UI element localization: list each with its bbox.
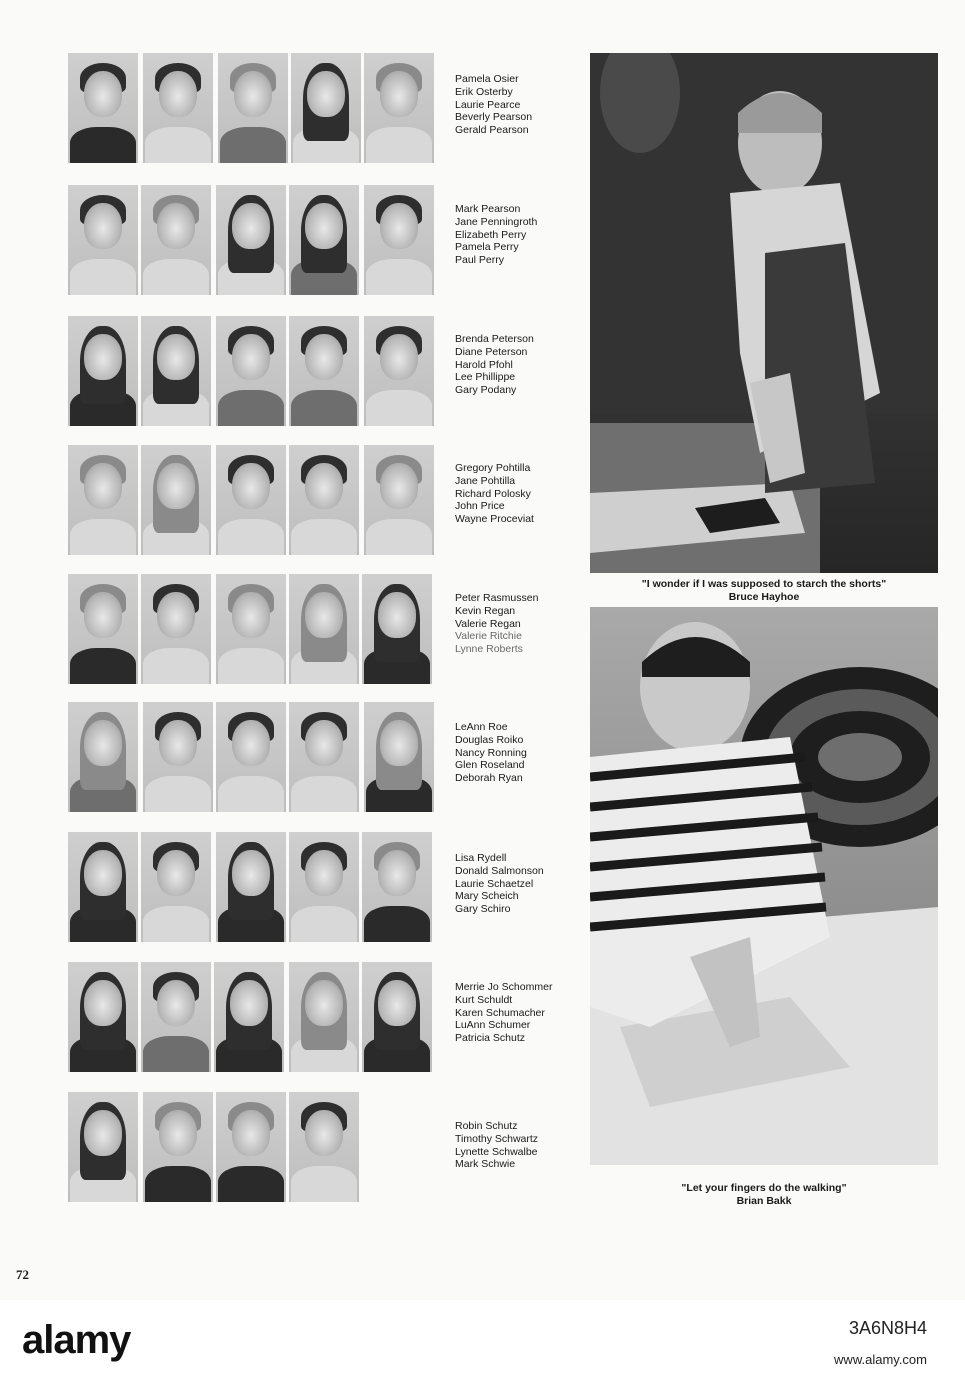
student-portrait: [364, 702, 434, 812]
student-portrait: [68, 53, 138, 163]
student-portrait: [362, 574, 432, 684]
student-name: Lisa Rydell: [455, 852, 507, 864]
portrait-row: [68, 445, 448, 555]
student-portrait: [141, 962, 211, 1072]
name-list: [455, 1120, 585, 1171]
student-name: Kurt Schuldt: [455, 993, 513, 1006]
student-portrait: [291, 53, 361, 163]
student-portrait: [218, 53, 288, 163]
student-name: Richard Polosky: [455, 487, 531, 500]
student-portrait: [289, 445, 359, 555]
portrait-row: [68, 574, 448, 684]
caption-quote: "Let your fingers do the walking": [681, 1182, 847, 1194]
student-name: Lee Phillippe: [455, 371, 516, 384]
student-portrait: [362, 962, 432, 1072]
student-name: Diane Peterson: [455, 345, 528, 358]
student-name: Beverly Pearson: [455, 111, 533, 124]
student-name: Mary Scheich: [455, 890, 519, 903]
student-portrait: [141, 445, 211, 555]
student-name: Harold Pfohl: [455, 358, 513, 371]
name-list: [455, 592, 585, 656]
student-portrait: [216, 574, 286, 684]
student-name: Laurie Pearce: [455, 98, 521, 111]
watermark-url: www.alamy.com: [834, 1352, 927, 1367]
student-name: Merrie Jo Schommer: [455, 981, 553, 993]
student-name: Jane Pohtilla: [455, 474, 516, 487]
student-name: Gary Podany: [455, 384, 517, 397]
student-name: Robin Schutz: [455, 1120, 518, 1132]
student-name: Wayne Proceviat: [455, 513, 534, 526]
student-portrait: [68, 702, 138, 812]
student-portrait: [141, 185, 211, 295]
student-portrait: [68, 445, 138, 555]
candid-photo-map: [590, 607, 938, 1165]
name-list: [455, 333, 585, 397]
student-portrait: [141, 574, 211, 684]
portrait-row: [68, 185, 448, 295]
student-portrait: [364, 185, 434, 295]
student-portrait: [216, 185, 286, 295]
name-list: [455, 462, 585, 526]
candid-photo-ironing: [590, 53, 938, 573]
student-portrait: [68, 1092, 138, 1202]
student-portrait: [289, 832, 359, 942]
student-name: Gerald Pearson: [455, 124, 529, 137]
student-name: Pamela Perry: [455, 241, 519, 254]
ironing-scene: [590, 53, 938, 573]
student-name: Jane Penningroth: [455, 215, 538, 228]
student-name: Lynne Roberts: [455, 643, 523, 656]
student-name: LeAnn Roe: [455, 721, 508, 733]
student-name: Mark Pearson: [455, 203, 521, 215]
student-portrait: [216, 316, 286, 426]
student-portrait: [364, 53, 434, 163]
portrait-row: [68, 53, 448, 163]
student-name: Gary Schiro: [455, 903, 511, 916]
portrait-row: [68, 962, 448, 1072]
student-portrait: [289, 185, 359, 295]
student-portrait: [364, 445, 434, 555]
student-portrait: [216, 702, 286, 812]
portrait-row: [68, 702, 448, 812]
name-list: [455, 981, 585, 1045]
student-name: Glen Roseland: [455, 759, 525, 772]
caption-credit: Brian Bakk: [736, 1195, 792, 1207]
map-scene: [590, 607, 938, 1165]
student-portrait: [143, 1092, 213, 1202]
student-portrait: [68, 185, 138, 295]
student-name: Douglas Roiko: [455, 733, 524, 746]
student-portrait: [216, 445, 286, 555]
student-name: Timothy Schwartz: [455, 1132, 539, 1145]
student-name: Pamela Osier: [455, 73, 519, 85]
name-list: [455, 721, 585, 785]
caption-quote: "I wonder if I was supposed to starch the shorts": [641, 578, 887, 590]
student-name: Karen Schumacher: [455, 1006, 545, 1019]
student-name: Erik Osterby: [455, 85, 513, 98]
watermark-banner: [0, 1300, 965, 1390]
photo-caption: [590, 578, 938, 604]
student-portrait: [289, 574, 359, 684]
student-portrait: [141, 832, 211, 942]
student-name: Lynette Schwalbe: [455, 1145, 538, 1158]
student-portrait: [214, 962, 284, 1072]
student-name: LuAnn Schumer: [455, 1019, 531, 1032]
student-portrait: [289, 702, 359, 812]
portrait-row: [68, 316, 448, 426]
student-name: Brenda Peterson: [455, 333, 534, 345]
student-name: Laurie Schaetzel: [455, 877, 534, 890]
student-portrait: [68, 574, 138, 684]
student-portrait: [216, 832, 286, 942]
student-portrait: [68, 316, 138, 426]
student-name: Kevin Regan: [455, 604, 516, 617]
student-portrait: [143, 53, 213, 163]
caption-credit: Bruce Hayhoe: [728, 591, 800, 603]
student-name: Patricia Schutz: [455, 1032, 526, 1045]
student-portrait: [68, 962, 138, 1072]
student-name: Mark Schwie: [455, 1158, 516, 1171]
student-name: Valerie Ritchie: [455, 630, 522, 643]
student-name: Valerie Regan: [455, 617, 521, 630]
student-portrait: [289, 1092, 359, 1202]
student-portrait: [143, 702, 213, 812]
student-name: Donald Salmonson: [455, 864, 544, 877]
student-portrait: [289, 962, 359, 1072]
student-name: Deborah Ryan: [455, 772, 523, 785]
student-name: Paul Perry: [455, 254, 505, 267]
page-number: 72: [16, 1267, 29, 1282]
student-name: Peter Rasmussen: [455, 592, 539, 604]
student-portrait: [364, 316, 434, 426]
image-id: 3A6N8H4: [848, 1318, 927, 1338]
student-portrait: [216, 1092, 286, 1202]
name-list: [455, 73, 585, 137]
photo-caption: [590, 1182, 938, 1208]
watermark-logo: alamy: [22, 1318, 131, 1362]
portrait-row: [68, 832, 448, 942]
student-name: Gregory Pohtilla: [455, 462, 531, 474]
student-portrait: [289, 316, 359, 426]
student-portrait: [362, 832, 432, 942]
student-name: Nancy Ronning: [455, 746, 527, 759]
portrait-row: [68, 1092, 448, 1202]
student-portrait: [141, 316, 211, 426]
student-name: Elizabeth Perry: [455, 228, 527, 241]
student-portrait: [68, 832, 138, 942]
student-name: John Price: [455, 500, 505, 513]
name-list: [455, 852, 585, 916]
name-list: [455, 203, 585, 267]
